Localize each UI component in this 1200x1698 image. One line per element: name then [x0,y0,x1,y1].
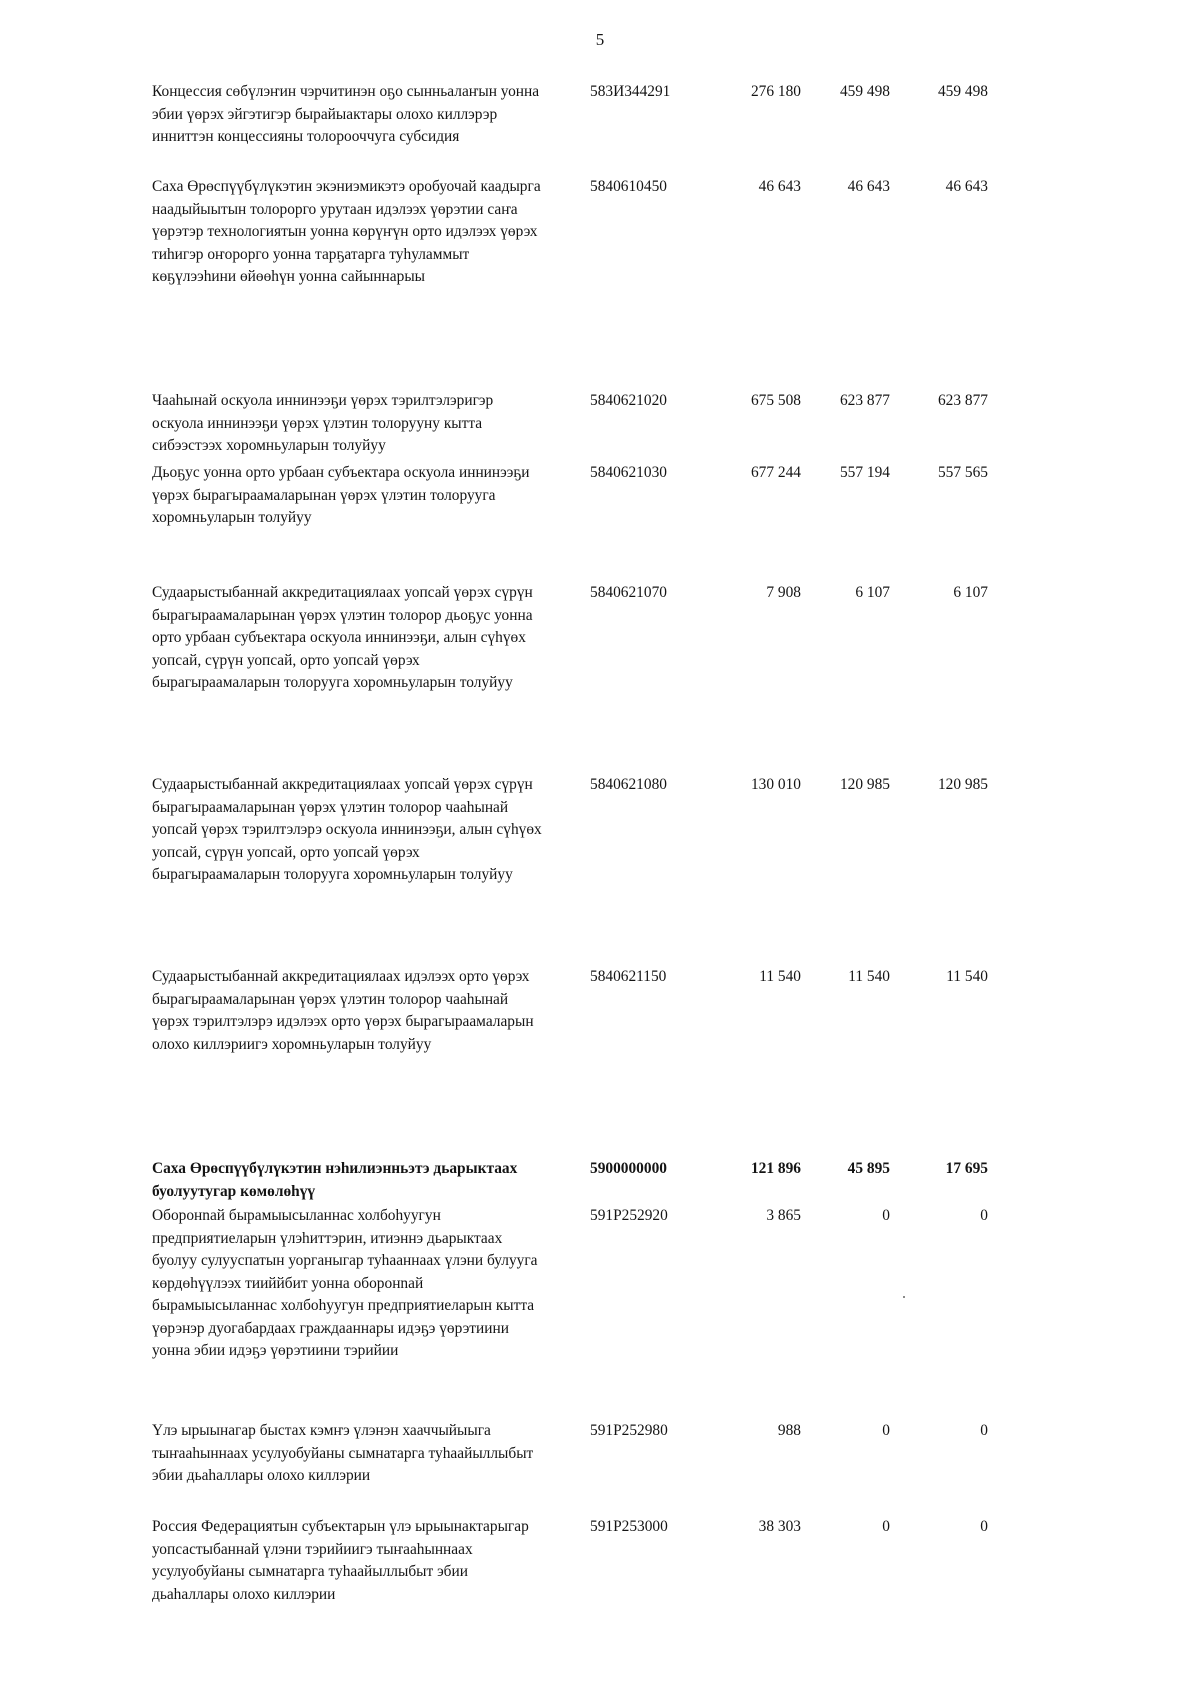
row-code: 5840621030 [590,464,667,481]
row-value-3: 0 [980,1422,988,1439]
row-value-3: 623 877 [937,392,988,409]
row-value-3: 11 540 [946,968,988,985]
row-value-1: 675 508 [750,392,801,409]
row-value-3: 46 643 [945,178,988,195]
row-value-2: 0 [882,1207,890,1224]
row-value-1: 130 010 [750,776,801,793]
row-value-1: 38 303 [758,1518,801,1535]
row-value-1: 677 244 [750,464,801,481]
row-value-1: 121 896 [750,1160,801,1177]
row-description: Судаарыстыбаннай аккредитациялаах уопсай үөрэх сүрүн бырагыраамаларынан үөрэх үлэтин толорор чааһынай уопсай үөрэх тэрилтэлэрэ оскуола иннинээҕи, алын сүһүөх уопсай, сүрүн уопсай, орто уопсай үөрэх бырагыраамаларын толорууга хоромньуларын толуйуу [152,776,542,883]
row-code: 591Р252980 [590,1422,668,1439]
row-value-2: 0 [882,1422,890,1439]
row-code: 5840621070 [590,584,667,601]
row-value-2: 45 895 [847,1160,890,1177]
row-value-2: 0 [882,1518,890,1535]
row-code: 583И344291 [590,83,671,100]
row-description: Чааһынай оскуола иннинээҕи үөрэх тэрилтэлэригэр оскуола иннинээҕи үөрэх үлэтин толорууну кытта сибээстээх хоромньуларын толуйуу [152,392,494,454]
row-value-2: 11 540 [848,968,890,985]
row-value-3: 17 695 [945,1160,988,1177]
row-value-3: 6 107 [953,584,988,601]
row-value-2: 6 107 [855,584,890,601]
row-value-2: 459 498 [839,83,890,100]
row-value-1: 988 [777,1422,801,1439]
row-description: Россия Федерациятын субъектарын үлэ ырыынактарыгар уопсастыбаннай үлэни тэрийиигэ тыҥааһыннаах усулуобуйаны сымнатарга туһаайыллыбыт эбии дьаһаллары олохо киллэрии [152,1518,529,1603]
row-description: Судаарыстыбаннай аккредитациялаах уопсай үөрэх сүрүн бырагыраамаларынан үөрэх үлэтин толорор дьоҕус уонна орто урбаан субъектара оскуола иннинээҕи, алын сүһүөх уопсай, сүрүн уопсай, орто уопсай үөрэх бырагыраамаларын толорууга хоромньуларын толуйуу [152,584,533,691]
row-description: Үлэ ырыынагар быстах кэмҥэ үлэнэн хааччыйыыга тыҥааһыннаах усулуобуйаны сымнатарга туһаайыллыбыт эбии дьаһаллары олохо киллэрии [152,1422,534,1484]
row-description: Дьоҕус уонна орто урбаан субъектара оскуола иннинээҕи үөрэх бырагыраамаларынан үөрэх үлэтин толорууга хоромньуларын толуйуу [152,464,530,526]
row-value-3: 0 [980,1518,988,1535]
row-value-1: 3 865 [766,1207,801,1224]
row-description: Саха Өрөспүүбүлүкэтин экэниэмикэтэ оробуочай кaадырга наадыйыытын толорорго урутаан идэлээх үөрэтии саҥа үөрэтэр технологиятын уонна көрүҥүн орто идэлээх үөрэх тиһигэр оҥорорго уонна тарҕатарга туһуламмыт көҕүлээһини өйөөһүн уонна сайыннарыы [152,178,541,285]
row-value-3: 120 985 [937,776,988,793]
row-value-1: 7 908 [766,584,801,601]
row-value-1: 11 540 [759,968,801,985]
row-code: 5840610450 [590,178,667,195]
row-value-3: 0 [980,1207,988,1224]
row-value-2: 46 643 [847,178,890,195]
row-code: 5840621150 [590,968,667,985]
row-code: 591Р252920 [590,1207,668,1224]
row-description: Оборонnай бырамыысыланнас холбоһуугун предприятиеларын үлэһиттэрин, итиэннэ дьарыктаах буолуу сулууспатын уорганыгар туһааннаах үлэни булууга көрдөһүүлээх тииййбит уонна оборонnай бырамыысыланнас холбоһуугун предприятиеларын кытта үөрэнэр дуогабардаах граждааннары идэҕэ үөрэтиини уонна эбии идэҕэ үөрэтиини тэрийии [152,1207,538,1359]
row-code: 591Р253000 [590,1518,668,1535]
row-value-2: 623 877 [839,392,890,409]
page-number: 5 [595,30,605,49]
row-value-1: 46 643 [758,178,801,195]
row-description: Саха Өрөспүүбүлүкэтин нэһилиэнньэтэ дьарыктаах буолуутугар көмөлөһүү [152,1160,518,1200]
row-code: 5840621080 [590,776,667,793]
row-value-2: 120 985 [839,776,890,793]
row-value-3: 459 498 [937,83,988,100]
row-code: 5900000000 [590,1160,667,1177]
row-description: Судаарыстыбаннай аккредитациялаах идэлээх орто үөрэх бырагыраамаларынан үөрэх үлэтин толорор чааһынай үөрэх тэрилтэлэрэ идэлээх орто үөрэх бырагыраамаларын олохо киллэриигэ хоромньуларын толуйуу [152,968,534,1053]
row-value-2: 557 194 [839,464,890,481]
scan-speck [903,1296,905,1298]
row-value-3: 557 565 [937,464,988,481]
row-value-1: 276 180 [750,83,801,100]
row-code: 5840621020 [590,392,667,409]
row-description: Концессия сөбүлэҥин чэрчитинэн оҕо сынньалаҥын уонна эбии үөрэх эйгэтигэр бырайыактары олохо киллэрэр инниттэн концессияны толорооччуга субсидия [152,83,540,145]
